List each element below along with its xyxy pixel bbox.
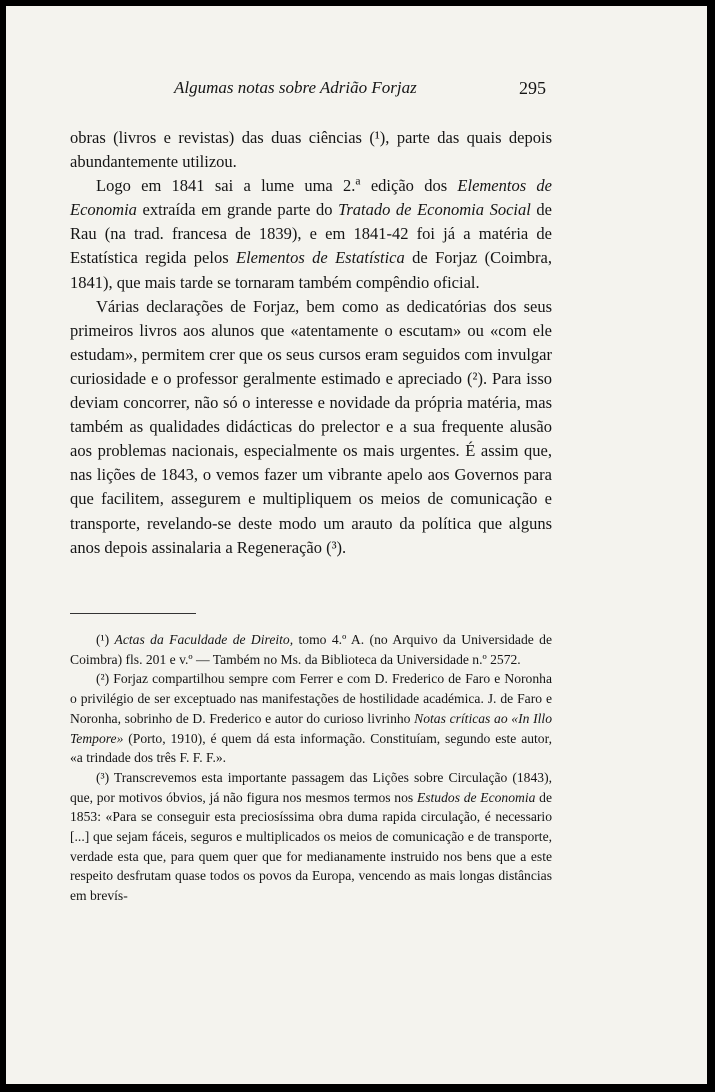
text-run: (Porto, 1910), é quem dá esta informação. Constituíam, segundo este autor, «a trindade dos três F. F. F.». xyxy=(70,730,552,766)
text-run: Várias declarações de Forjaz, bem como as dedicatórias dos seus primeiros livros aos alunos que «atentamente o escutam» ou «com ele estudam», permitem crer que os seus cursos eram seguidos com invulgar curiosidade e o professor geralmente estimado e apreciado (²). Para isso deviam concorrer, não só o interesse e novidade da própria matéria, mas também as qualidades didácticas do prelector e a sua frequente alusão aos problemas nacionais, especialmente os mais urgentes. É assim que, nas lições de 1843, o vemos fazer um vibrante apelo aos Governos para que facilitem, assegurem e multipliquem os meios de comunicação e transporte, revelando-se deste modo um arauto da política que alguns anos depois assinalaria a Regeneração (³). xyxy=(70,296,552,557)
footnote-divider xyxy=(70,613,196,614)
running-head-title: Algumas notas sobre Adrião Forjaz xyxy=(174,78,417,97)
superscript: a xyxy=(355,175,361,188)
text-run: (³) Transcrevemos esta importante passagem das Lições sobre Circulação (1843), que, por motivos óbvios, já não figura nos mesmos termos nos xyxy=(70,769,552,805)
source-title: Estudos de Economia xyxy=(416,789,536,805)
text-run: de Rau (na trad. francesa de 1839), e em 1841-42 foi já a matéria de Estatística regida pelos xyxy=(70,200,552,268)
source-title: Notas críticas ao «In Illo Tempore» xyxy=(70,710,552,746)
source-title: Actas da Faculdade de Direito, xyxy=(114,632,294,647)
book-page xyxy=(6,6,707,1084)
paragraph xyxy=(70,295,552,560)
text-run: edição dos xyxy=(360,176,458,196)
text-run: extraída em grande parte do xyxy=(136,200,339,220)
text-run: de 1853: «Para se conseguir esta preciosíssima obra duma rapida circulação, é necessario [...] que sejam fáceis, seguros e multiplicados os meios de comunicação e de transporte, verdade esta que, para quem quer que for medianamente instruido nos bens que a este respeito desfrutam quase todos os povos da Europa, vencendo as mais longas distâncias em brevís- xyxy=(70,789,552,904)
page-number: 295 xyxy=(519,78,546,98)
footnote-2 xyxy=(70,669,552,768)
body-text xyxy=(70,126,552,560)
text-run: (²) Forjaz compartilhou sempre com Ferrer e com D. Frederico de Faro e Noronha o privilégio de ser exceptuado nas manifestações de hostilidade académica. J. de Faro e Noronha, sobrinho de D. Frederico e autor do curioso livrinho xyxy=(70,671,552,726)
book-title: Tratado de Economia Social xyxy=(338,200,531,220)
footnote-3 xyxy=(70,768,552,906)
text-run: Logo em 1841 sai a lume uma 2. xyxy=(96,176,356,196)
footnote-1 xyxy=(70,630,552,669)
footnotes xyxy=(70,630,552,906)
text-run: (¹) xyxy=(96,632,115,647)
paragraph xyxy=(70,174,552,294)
paragraph xyxy=(70,126,552,174)
book-title: Elementos de Estatística xyxy=(236,248,405,268)
text-run: tomo 4.º A. (no Arquivo da Universidade de Coimbra) fls. 201 e v.º — Também no Ms. da Biblioteca da Universidade n.º 2572. xyxy=(70,632,553,667)
text-run: de Forjaz (Coimbra, 1841), que mais tarde se tornaram também compêndio oficial. xyxy=(70,248,552,292)
book-title: Elementos de Economia xyxy=(70,176,552,220)
text-run: obras (livros e revistas) das duas ciências (¹), parte das quais depois abundantemente utilizou. xyxy=(70,128,552,172)
